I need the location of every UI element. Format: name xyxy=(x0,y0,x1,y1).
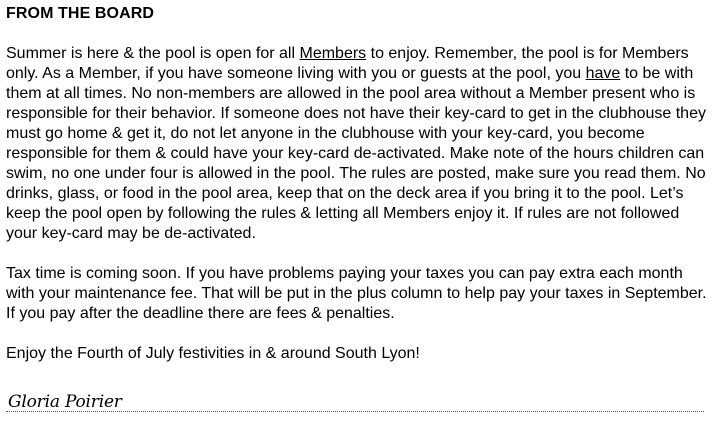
pool-rules-text-2: to enjoy. Remember, the pool is for Members only. As a Member, if you have someone living with you or guests at the pool, you xyxy=(6,45,689,82)
pool-rules-text-3: to be with them at all times. No non-members are allowed in the pool area without a Member present who is responsible for their behavior. If someone does not have their key-card to get in the clubhouse they must go home & get it, do not let anyone in the clubhouse with your key-card, you become responsible for them & could have your key-card de-activated. Make note of the hours children can swim, no one under four is allowed in the pool. The rules are posted, make sure you read them. No drinks, glass, or food in the pool area, keep that on the deck area if you bring it to the pool. Let’s keep the pool open by following the rules & letting all Members enjoy it. If rules are not followed your key-card may be de-activated. xyxy=(6,65,706,242)
pool-rules-paragraph xyxy=(6,44,712,244)
tax-paragraph: Tax time is coming soon. If you have problems paying your taxes you can pay extra each month with your maintenance fee. That will be put in the plus column to help pay your taxes in September. If you pay after the deadline there are fees & penalties. xyxy=(6,265,707,322)
fourth-of-july-paragraph: Enjoy the Fourth of July festivities in & around South Lyon! xyxy=(6,345,420,362)
letter-heading: FROM THE BOARD xyxy=(6,5,155,22)
members-underlined: Members xyxy=(299,45,367,62)
signature-block xyxy=(6,392,704,416)
board-letter xyxy=(6,4,712,384)
pool-rules-text-1: Summer is here & the pool is open for all xyxy=(6,45,300,62)
signature: Gloria Poirier xyxy=(8,392,122,412)
have-underlined: have xyxy=(585,65,621,82)
signature-line xyxy=(6,411,704,412)
